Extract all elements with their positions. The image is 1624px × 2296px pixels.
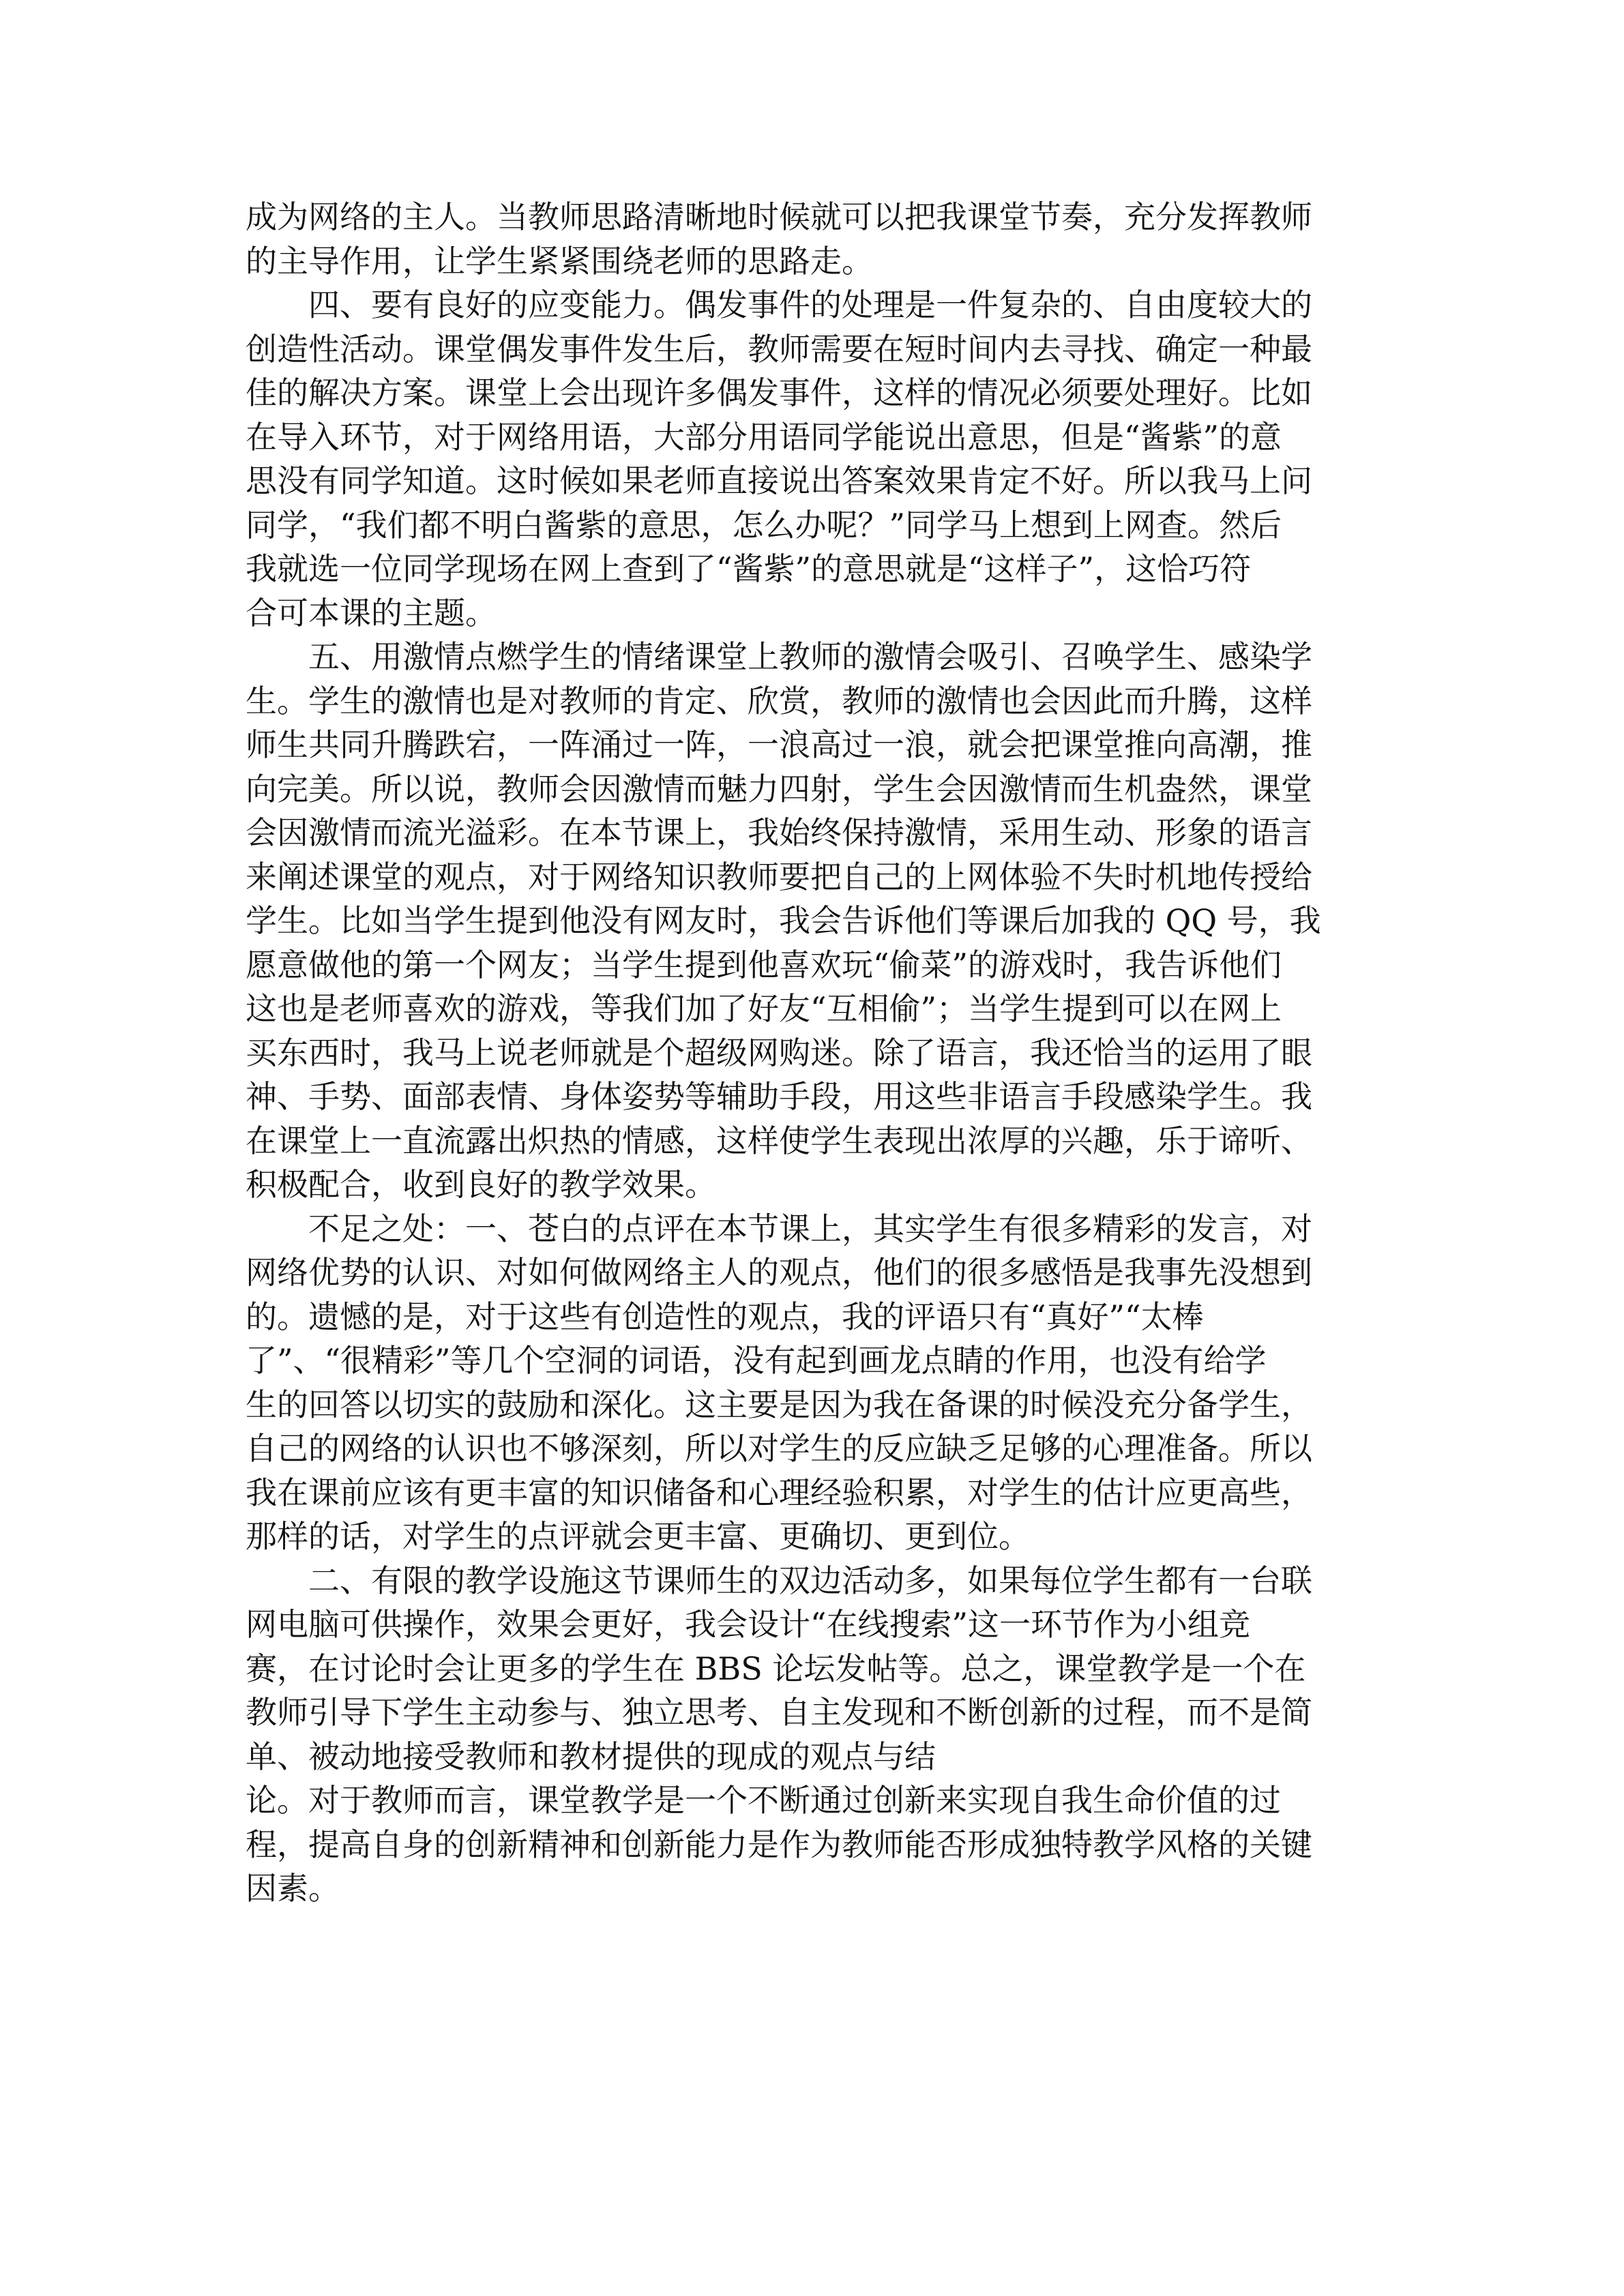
- text-line: 论。对于教师而言，课堂教学是一个不断通过创新来实现自我生命价值的过: [246, 1782, 1281, 1819]
- text-line: 来阐述课堂的观点，对于网络知识教师要把自己的上网体验不失时机地传授给: [246, 858, 1312, 895]
- body-text: [246, 195, 1378, 1911]
- text-line: 同学，“我们都不明白酱紫的意思，怎么办呢？”同学马上想到上网查。然后: [246, 506, 1282, 543]
- text-line: 师生共同升腾跌宕，一阵涌过一阵，一浪高过一浪，就会把课堂推向高潮，推: [246, 726, 1312, 763]
- text-line: 在导入环节，对于网络用语，大部分用语同学能说出意思，但是“酱紫”的意: [246, 418, 1282, 456]
- paragraph-first-line: 五、用激情点燃学生的情绪课堂上教师的激情会吸引、召唤学生、感染学: [308, 638, 1312, 675]
- text-line: 程，提高自身的创新精神和创新能力是作为教师能否形成独特教学风格的关键: [246, 1825, 1312, 1863]
- text-line: 网电脑可供操作，效果会更好，我会设计“在线搜索”这一环节作为小组竞: [246, 1606, 1251, 1643]
- text-line: 神、手势、面部表情、身体姿势等辅助手段，用这些非语言手段感染学生。我: [246, 1078, 1312, 1115]
- text-line: 佳的解决方案。课堂上会出现许多偶发事件，这样的情况必须要处理好。比如: [246, 374, 1312, 411]
- text-line: 这也是老师喜欢的游戏，等我们加了好友“互相偷”；当学生提到可以在网上: [246, 990, 1282, 1027]
- text-line: 向完美。所以说，教师会因激情而魅力四射，学生会因激情而生机盎然，课堂: [246, 770, 1312, 807]
- text-line: 愿意做他的第一个网友；当学生提到他喜欢玩“偷菜”的游戏时，我告诉他们: [246, 946, 1282, 983]
- paragraph-first-line: 二、有限的教学设施这节课师生的双边活动多，如果每位学生都有一台联: [308, 1562, 1312, 1599]
- text-line: 了”、“很精彩”等几个空洞的词语，没有起到画龙点睛的作用，也没有给学: [246, 1342, 1267, 1379]
- text-line: 合可本课的主题。: [246, 594, 497, 631]
- text-line: 因素。: [246, 1870, 340, 1907]
- text-line: 的主导作用，让学生紧紧围绕老师的思路走。: [246, 242, 873, 280]
- text-line: 赛，在讨论时会让更多的学生在 BBS 论坛发帖等。总之，课堂教学是一个在: [246, 1650, 1306, 1687]
- paragraph-first-line: 不足之处：一、苍白的点评在本节课上，其实学生有很多精彩的发言，对: [308, 1210, 1312, 1247]
- text-line: 积极配合，收到良好的教学效果。: [246, 1166, 716, 1203]
- text-line: 自己的网络的认识也不够深刻，所以对学生的反应缺乏足够的心理准备。所以: [246, 1430, 1312, 1467]
- text-line: 网络优势的认识、对如何做网络主人的观点，他们的很多感悟是我事先没想到: [246, 1254, 1312, 1291]
- text-line: 创造性活动。课堂偶发事件发生后，教师需要在短时间内去寻找、确定一种最: [246, 330, 1312, 368]
- text-line: 单、被动地接受教师和教材提供的现成的观点与结: [246, 1738, 936, 1775]
- paragraph-first-line: 四、要有良好的应变能力。偶发事件的处理是一件复杂的、自由度较大的: [308, 286, 1312, 323]
- text-line: 我在课前应该有更丰富的知识储备和心理经验积累，对学生的估计应更高些，: [246, 1474, 1312, 1511]
- text-line: 会因激情而流光溢彩。在本节课上，我始终保持激情，采用生动、形象的语言: [246, 814, 1312, 851]
- text-line: 学生。比如当学生提到他没有网友时，我会告诉他们等课后加我的 QQ 号，我: [246, 902, 1321, 939]
- text-line: 那样的话，对学生的点评就会更丰富、更确切、更到位。: [246, 1518, 1030, 1555]
- text-line: 生的回答以切实的鼓励和深化。这主要是因为我在备课的时候没充分备学生，: [246, 1386, 1312, 1423]
- text-line: 我就选一位同学现场在网上查到了“酱紫”的意思就是“这样子”，这恰巧符: [246, 550, 1252, 587]
- text-line: 买东西时，我马上说老师就是个超级网购迷。除了语言，我还恰当的运用了眼: [246, 1034, 1312, 1071]
- text-line: 的。遗憾的是，对于这些有创造性的观点，我的评语只有“真好”“太棒: [246, 1298, 1204, 1335]
- text-line: 成为网络的主人。当教师思路清晰地时候就可以把我课堂节奏，充分发挥教师: [246, 198, 1312, 235]
- text-line: 教师引导下学生主动参与、独立思考、自主发现和不断创新的过程，而不是简: [246, 1694, 1312, 1731]
- text-line: 生。学生的激情也是对教师的肯定、欣赏，教师的激情也会因此而升腾，这样: [246, 682, 1312, 719]
- text-line: 在课堂上一直流露出炽热的情感，这样使学生表现出浓厚的兴趣，乐于谛听、: [246, 1122, 1312, 1159]
- text-line: 思没有同学知道。这时候如果老师直接说出答案效果肯定不好。所以我马上问: [246, 462, 1312, 499]
